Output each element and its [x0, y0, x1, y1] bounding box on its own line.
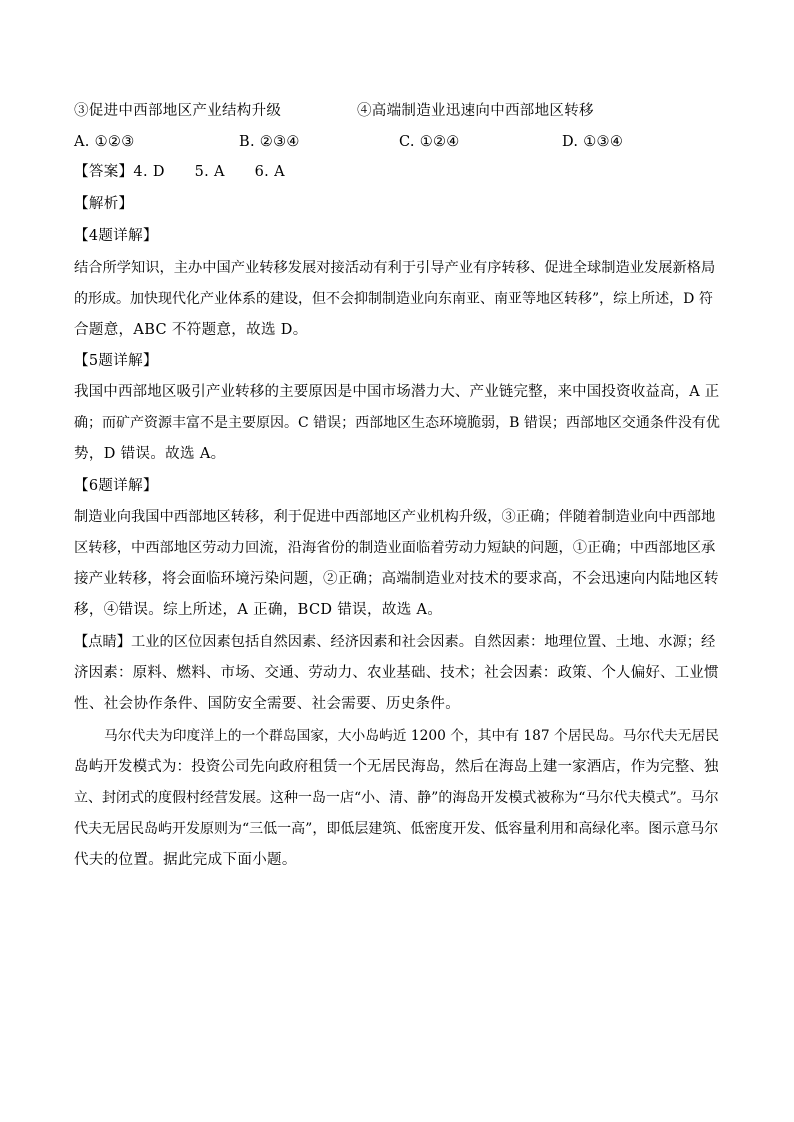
passage-line: 岛屿开发模式为：投资公司先向政府租赁一个无居民海岛，然后在海岛上建一家酒店，作为完整、独 — [74, 759, 719, 775]
analysis-heading: 【解析】 — [74, 196, 134, 212]
q6-heading: 【6题详解】 — [74, 478, 158, 494]
q5-heading: 【5题详解】 — [74, 353, 158, 369]
tip-text: 工业的区位因素包括自然因素、经济因素和社会因素。自然因素：地理位置、土地、水源；经 — [131, 634, 716, 650]
q4-heading: 【4题详解】 — [74, 228, 158, 244]
q6-line: 区转移，中西部地区劳动力回流，沿海省份的制造业面临着劳动力短缺的问题，①正确；中西部地区承 — [74, 540, 716, 556]
choice-b: B. ②③④ — [239, 134, 300, 150]
q6-line: 制造业向我国中西部地区转移，利于促进中西部地区产业机构升级，③正确；伴随着制造业向中西部地 — [74, 509, 716, 525]
q6-line: 移，④错误。综上所述，A 正确，BCD 错误，故选 A。 — [74, 602, 443, 618]
tip-label: 【点睛】 — [74, 634, 132, 650]
q5-line: 确；而矿产资源丰富不是主要原因。C 错误；西部地区生态环境脆弱，B 错误；西部地区交通条件没有优 — [74, 415, 720, 431]
choice-c: C. ①②④ — [399, 134, 460, 150]
option-item-3: ③促进中西部地区产业结构升级 — [74, 103, 282, 119]
answer-line: 【答案】4. D 5. A 6. A — [74, 164, 285, 180]
q5-line: 我国中西部地区吸引产业转移的主要原因是中国市场潜力大、产业链完整，来中国投资收益高，A 正 — [74, 384, 720, 400]
choice-a: A. ①②③ — [74, 134, 135, 150]
q4-line: 的形成。加快现代化产业体系的建设，但不会抑制制造业向东南亚、南亚等地区转移”，综上所述，D 符 — [74, 291, 713, 307]
option-item-4: ④高端制造业迅速向中西部地区转移 — [357, 103, 594, 119]
q6-line: 接产业转移，将会面临环境污染问题，②正确；高端制造业对技术的要求高，不会迅速向内陆地区转 — [74, 571, 719, 587]
tip-line: 性、社会协作条件、国防安全需要、社会需要、历史条件。 — [74, 696, 461, 712]
tip-line: 济因素：原料、燃料、市场、交通、劳动力、农业基础、技术；社会因素：政策、个人偏好、工业惯 — [74, 665, 719, 681]
tip-line — [74, 632, 715, 652]
passage-line: 立、封闭式的度假村经营发展。这种一岛一店“小、清、静”的海岛开发模式被称为“马尔代夫模式”。马尔 — [74, 790, 719, 806]
q4-line: 合题意，ABC 不符题意，故选 D。 — [74, 322, 308, 338]
passage-line: 马尔代夫为印度洋上的一个群岛国家，大小岛屿近 1200 个，其中有 187 个居民岛。马尔代夫无居民 — [104, 728, 719, 744]
passage-line: 代夫无居民岛屿开发原则为“三低一高”，即低层建筑、低密度开发、低容量利用和高绿化率。图示意马尔 — [74, 821, 719, 837]
q5-line: 势，D 错误。故选 A。 — [74, 446, 226, 462]
q4-line: 结合所学知识，主办中国产业转移发展对接活动有利于引导产业有序转移、促进全球制造业发展新格局 — [74, 260, 716, 276]
passage-line: 代夫的位置。据此完成下面小题。 — [74, 852, 297, 868]
choice-d: D. ①③④ — [562, 134, 624, 150]
